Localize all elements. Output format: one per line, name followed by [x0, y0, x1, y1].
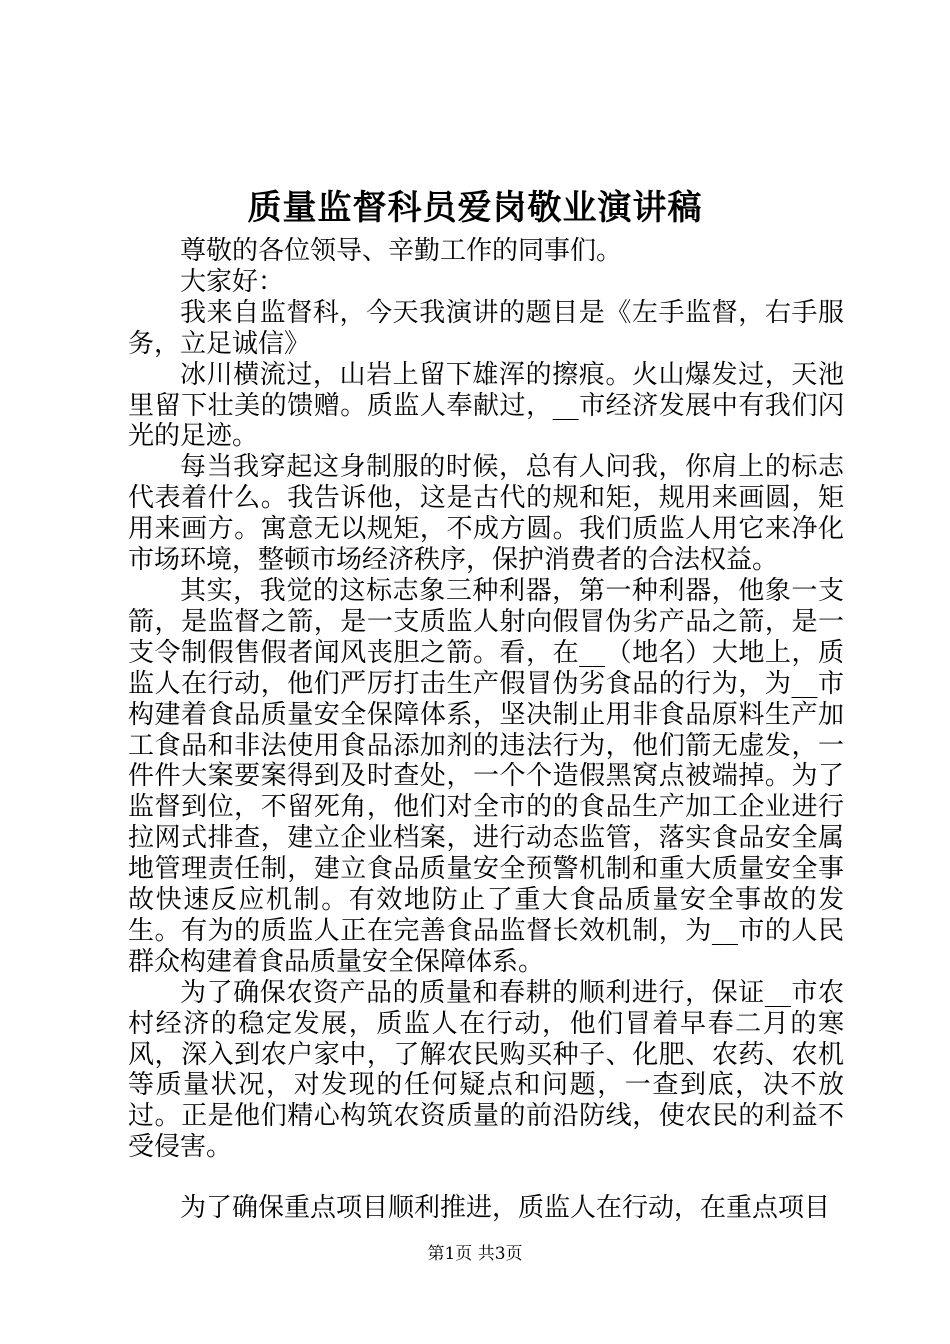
page-number-footer: 第1页 共3页 — [427, 1244, 523, 1264]
paragraph-greeting: 尊敬的各位领导、辛勤工作的同事们。 — [180, 236, 623, 266]
document-title: 质量监督科员爱岗敬业演讲稿 — [247, 188, 703, 228]
paragraph-glacier: 冰川横流过，山岩上留下雄浑的擦痕。火山爆发过，天池里留下壮美的馈赠。质监人奉献过，__市经济发展中有我们闪光的足迹。 — [128, 359, 844, 452]
paragraph-salutation: 大家好： — [180, 266, 285, 297]
paragraph-arrow: 其实，我觉的这标志象三种利器，第一种利器，他象一支箭，是监督之箭，是一支质监人射向假冒伪劣产品之箭，是一支令制假售假者闻风丧胆之箭。看，在__（地名）大地上，质监人在行动，他们严厉打击生产假冒伪劣食品的行为，为__市构建着食品质量安全保障体系，坚决制止用非食品原料生产加工食品和非法使用食品添加剂的违法行为，他们箭无虚发，一件件大案要案得到及时查处，一个个造假黑窝点被端掉。为了监督到位，不留死角，他们对全市的的食品生产加工企业进行拉网式排查，建立企业档案，进行动态监管，落实食品安全属地管理责任制，建立食品质量安全预警机制和重大质量安全事故快速反应机制。有效地防止了重大食品质量安全事故的发生。有为的质监人正在完善食品监督长效机制，为__市的人民群众构建着食品质量安全保障体系。 — [128, 575, 844, 977]
document-body — [128, 236, 844, 1224]
paragraph-agriculture: 为了确保农资产品的质量和春耕的顺利进行，保证__市农村经济的稳定发展，质监人在行动，他们冒着早春二月的寒风，深入到农户家中，了解农民购买种子、化肥、农药、农机等质量状况，对发现的任何疑点和问题，一查到底，决不放过。正是他们精心构筑农资质量的前沿防线，使农民的利益不受侵害。 — [128, 977, 844, 1163]
paragraph-intro: 我来自监督科，今天我演讲的题目是《左手监督，右手服务，立足诚信》 — [128, 297, 844, 359]
paragraph-uniform: 每当我穿起这身制服的时候，总有人问我，你肩上的标志代表着什么。我告诉他，这是古代的规和矩，规用来画圆，矩用来画方。寓意无以规矩，不成方圆。我们质监人用它来净化市场环境，整顿市场经济秩序，保护消费者的合法权益。 — [128, 452, 844, 576]
paragraph-key-projects: 为了确保重点项目顺利推进，质监人在行动，在重点项目 — [180, 1193, 831, 1224]
